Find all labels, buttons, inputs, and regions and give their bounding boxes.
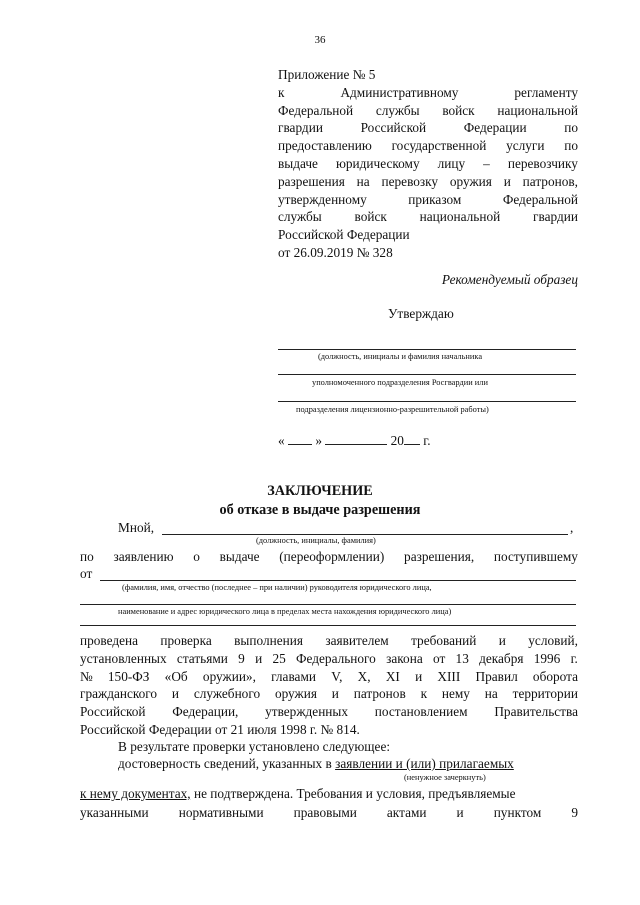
word: о	[193, 549, 200, 564]
word: 9	[238, 650, 245, 666]
from-caption: (фамилия, имя, отчество (последнее – при наличии) руководителя юридического лица,	[122, 583, 432, 592]
date-year-suffix: г.	[423, 433, 431, 448]
approver-caption-1: (должность, инициалы и фамилия начальника	[318, 352, 483, 361]
approver-caption-2: уполномоченного подразделения Росгвардии или	[312, 378, 488, 387]
word: главами	[271, 668, 316, 684]
word: Правил	[475, 668, 518, 684]
docs-underlined: к нему документах,	[80, 786, 191, 801]
word: юридическому	[335, 155, 420, 171]
appendix-line	[278, 102, 578, 120]
docs-line	[80, 786, 515, 802]
word: и	[415, 668, 423, 684]
word: г.	[570, 650, 578, 666]
appendix-lines	[278, 84, 578, 226]
word: государственной	[391, 138, 487, 154]
date-quote-open: «	[278, 433, 285, 448]
word: по	[564, 120, 578, 136]
word: Федеральной	[278, 102, 354, 118]
by-me-comma: ,	[570, 520, 574, 535]
word: заявителем	[325, 633, 389, 648]
sample-label: Рекомендуемый образец	[441, 272, 578, 287]
address-line[interactable]	[80, 604, 576, 605]
word: национальной	[497, 102, 578, 118]
by-me-label: Мной,	[118, 520, 155, 535]
address-caption: наименование и адрес юридического лица в пределах места нахождения юридического лица)	[118, 607, 452, 616]
word: на	[484, 686, 498, 702]
approver-caption-3: подразделения лицензионно-разрешительной работы)	[296, 405, 489, 414]
appendix-line	[278, 208, 578, 226]
word: оружия	[449, 173, 492, 189]
word: проверка	[160, 633, 212, 648]
word: и	[331, 686, 339, 702]
word: Федеральной	[502, 191, 578, 207]
word: войск	[442, 102, 475, 118]
word: требований	[411, 633, 477, 648]
date-year-prefix: 20	[390, 433, 404, 448]
approval-date	[278, 432, 431, 449]
word: перевозчику	[507, 155, 578, 171]
word: 150-ФЗ	[107, 668, 150, 684]
word: выдаче	[219, 549, 260, 564]
word: от	[432, 650, 446, 666]
word: выдаче	[278, 155, 318, 171]
word: гражданского	[80, 686, 158, 702]
word: декабря	[479, 650, 524, 666]
page-number: 36	[314, 34, 326, 46]
approver-signature-line[interactable]	[278, 349, 576, 350]
word: Административному	[340, 84, 459, 100]
appendix-title: Приложение № 5	[278, 67, 376, 82]
word: и	[498, 633, 506, 648]
appendix-line	[278, 173, 578, 191]
word: 13	[455, 650, 469, 666]
from-label: от	[80, 566, 93, 581]
appendix-header	[278, 66, 578, 262]
word: пунктом	[493, 805, 542, 820]
word: –	[483, 155, 490, 171]
word: поступившему	[493, 549, 578, 564]
word: «Об	[164, 668, 188, 684]
check-line	[80, 668, 578, 686]
word: патронов	[353, 686, 406, 702]
word: указанными	[80, 805, 149, 820]
word: 1996	[533, 650, 561, 666]
word: Российской	[360, 120, 427, 136]
word: и	[503, 173, 511, 189]
word: перевозку	[381, 173, 439, 189]
strike-note: (ненужное зачеркнуть)	[404, 773, 486, 782]
date-quote-close: »	[315, 433, 322, 448]
word: проведена	[80, 633, 139, 648]
word: постановлением	[374, 704, 468, 720]
word: патронов,	[522, 173, 578, 189]
word: (переоформлении)	[279, 549, 385, 564]
word: выполнения	[234, 633, 303, 648]
word: регламенту	[514, 84, 578, 100]
word: 25	[272, 650, 286, 666]
word: оружии»,	[202, 668, 256, 684]
word: национальной	[419, 209, 501, 225]
word: по	[80, 549, 94, 564]
reliability-prefix: достоверность сведений, указанных в	[118, 756, 332, 771]
word: и	[456, 805, 464, 820]
appendix-line	[278, 155, 578, 173]
word: актами	[386, 805, 427, 820]
word: по	[564, 138, 578, 154]
word: нормативными	[178, 805, 264, 820]
word: утвержденных	[265, 704, 349, 720]
word: статьями	[176, 650, 228, 666]
word: Федерального	[296, 650, 376, 666]
word: и	[255, 650, 263, 666]
approver-division-line[interactable]	[278, 401, 576, 402]
word: территории	[512, 686, 578, 702]
appendix-line	[278, 137, 578, 155]
check-last-line: Российской Федерации от 21 июля 1998 г. № 814.	[80, 721, 360, 737]
docs-rest: не подтверждена. Требования и условия, предъявляемые	[193, 786, 516, 801]
word: закона	[386, 650, 423, 666]
result-intro: В результате проверки установлено следующее:	[118, 739, 391, 754]
address-line-2[interactable]	[80, 625, 576, 626]
appendix-date: от 26.09.2019 № 328	[278, 244, 393, 260]
word: услуги	[506, 138, 545, 154]
check-line	[80, 685, 578, 703]
final-line	[80, 804, 578, 822]
from-line[interactable]	[100, 580, 576, 581]
word: Федерации	[463, 120, 527, 136]
check-paragraph	[80, 632, 578, 739]
appendix-line	[278, 119, 578, 137]
word: 9	[571, 805, 578, 820]
word: XIII	[437, 668, 461, 684]
date-day-field[interactable]	[288, 432, 312, 445]
word: установленных	[80, 650, 167, 666]
check-line	[80, 650, 578, 668]
date-month-field[interactable]	[325, 432, 387, 445]
word: Российской	[80, 704, 146, 720]
approver-unit-line[interactable]	[278, 374, 576, 375]
by-me-line[interactable]	[162, 534, 568, 535]
word: V,	[331, 668, 343, 684]
word: лицу	[437, 155, 466, 171]
word: XI	[385, 668, 400, 684]
word: заявлению	[113, 549, 174, 564]
word: правовыми	[293, 805, 357, 820]
word: разрешения	[278, 173, 345, 189]
reliability-underlined: заявлении и (или) прилагаемых	[335, 756, 514, 771]
word: №	[80, 668, 93, 684]
word: разрешения,	[404, 549, 475, 564]
approve-title: Утверждаю	[388, 306, 454, 321]
document-subtitle: об отказе в выдаче разрешения	[219, 502, 421, 518]
word: на	[356, 173, 370, 189]
word: службы	[375, 102, 420, 118]
word: утвержденному	[278, 191, 367, 207]
word: гвардии	[533, 209, 578, 225]
word: к	[278, 84, 285, 100]
word: условий,	[528, 633, 578, 648]
word: гвардии	[278, 120, 323, 136]
date-year-field[interactable]	[404, 432, 420, 445]
reliability-line	[118, 756, 514, 772]
appendix-line	[278, 191, 578, 209]
document-title: ЗАКЛЮЧЕНИЕ	[267, 483, 373, 499]
word: предоставлению	[278, 138, 372, 154]
by-me-caption: (должность, инициалы, фамилия)	[256, 536, 376, 545]
appendix-line	[278, 84, 578, 102]
word: войск	[354, 209, 387, 225]
word: Федерации,	[172, 704, 239, 720]
appendix-last-line: Российской Федерации	[278, 227, 410, 243]
word: нему	[441, 686, 470, 702]
word: Правительства	[494, 704, 578, 720]
word: приказом	[408, 191, 462, 207]
check-line	[80, 703, 578, 721]
word: службы	[278, 209, 322, 225]
word: оборота	[532, 668, 578, 684]
word: X,	[357, 668, 371, 684]
check-line	[80, 632, 578, 650]
word: служебного	[193, 686, 261, 702]
application-line	[80, 548, 578, 566]
word: оружия	[274, 686, 317, 702]
word: и	[171, 686, 180, 702]
word: к	[420, 686, 428, 702]
